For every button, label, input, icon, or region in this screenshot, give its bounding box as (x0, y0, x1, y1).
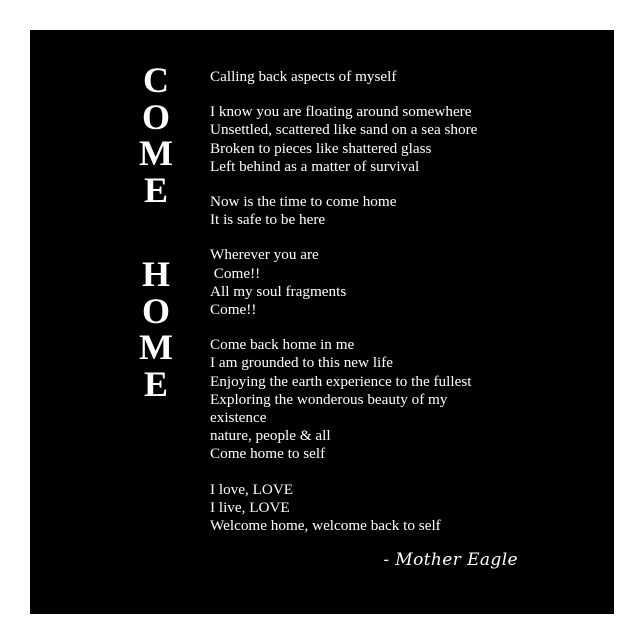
poem-stanza (210, 246, 540, 319)
poem-line: I live, LOVE (210, 498, 290, 516)
poem-line: existence (210, 409, 267, 427)
poem-line: I am grounded to this new life (210, 354, 394, 372)
poem-line: It is safe to be here (210, 211, 326, 229)
poem-line: Come back home in me (210, 336, 355, 354)
poem-line: Welcome home, welcome back to self (210, 517, 441, 535)
poem-stanza (210, 481, 540, 536)
title-letter: E (143, 169, 168, 210)
poem-stanza (210, 193, 540, 229)
poem-line: Now is the time to come home (210, 193, 397, 211)
author-signature: - Mother Eagle (383, 550, 518, 570)
poem-line: Come!! (210, 264, 261, 282)
poem-stanza (210, 68, 540, 86)
title-letter: M (139, 133, 173, 173)
poem-line: Unsettled, scattered like sand on a sea shore (210, 121, 478, 139)
title-letter: C (143, 60, 169, 100)
poem-line: Broken to pieces like shattered glass (210, 139, 432, 157)
poem-body (210, 68, 540, 552)
poem-line: nature, people & all (210, 427, 331, 445)
title-letter: O (141, 290, 170, 331)
title-letter: H (141, 254, 170, 294)
poem-line: I know you are floating around somewhere (210, 103, 472, 121)
poem-line: Come!! (210, 301, 257, 319)
title-letter: E (143, 363, 168, 404)
poem-line: Calling back aspects of myself (210, 68, 397, 85)
poster-canvas (30, 30, 614, 614)
poem-line: Exploring the wonderous beauty of my (210, 390, 448, 408)
poem-line: I love, LOVE (210, 480, 294, 498)
poem-line: Left behind as a matter of survival (210, 157, 420, 175)
poem-line: Enjoying the earth experience to the fullest (210, 372, 472, 390)
poem-line: All my soul fragments (210, 282, 347, 300)
vertical-title (126, 62, 186, 402)
title-letter: M (139, 327, 173, 367)
poem-line: Come home to self (210, 445, 326, 463)
title-word-gap (126, 208, 186, 256)
title-letter: O (141, 96, 170, 137)
poem-stanza (210, 336, 540, 463)
poem-stanza (210, 103, 540, 176)
poem-line: Wherever you are (210, 246, 319, 264)
